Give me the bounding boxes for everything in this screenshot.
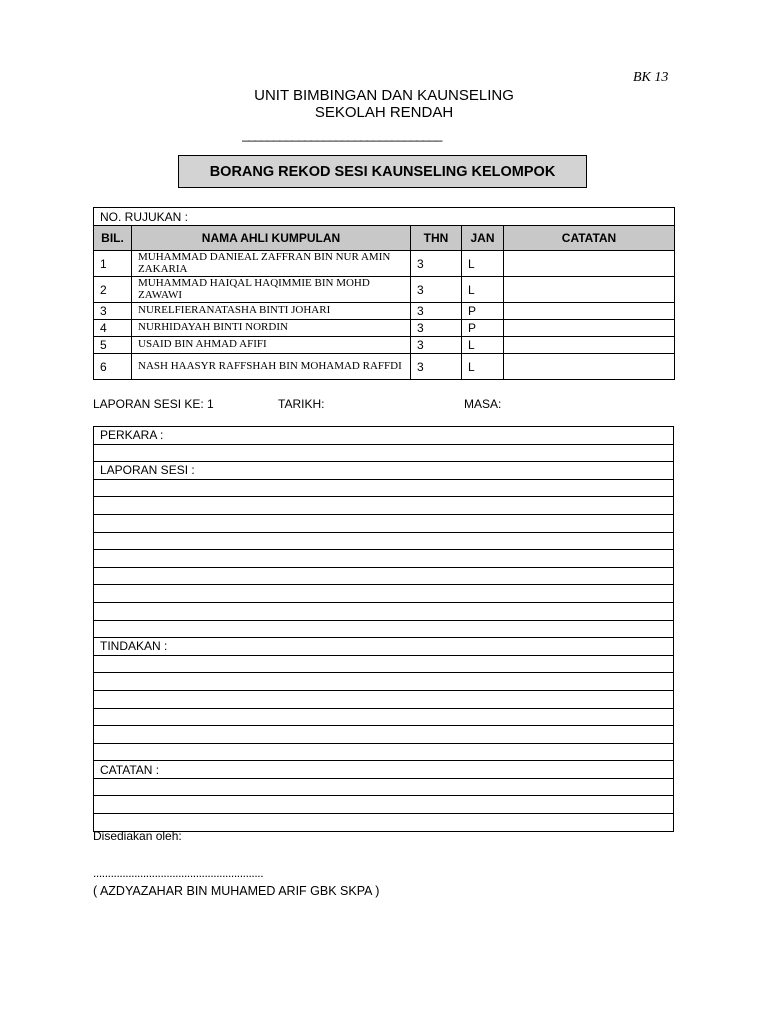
member-year: 3 [411,277,462,303]
signature-line: .......................................................... [93,866,264,880]
laporan-line[interactable] [94,550,674,568]
laporan-line[interactable] [94,532,674,550]
member-name: MUHAMMAD HAIQAL HAQIMMIE BIN MOHD ZAWAWI [132,277,411,303]
tindakan-label: TINDAKAN : [94,638,674,656]
member-name: MUHAMMAD DANIEAL ZAFFRAN BIN NUR AMIN ZAKARIA [132,251,411,277]
col-header-gender: JAN [462,226,504,251]
table-row [94,354,675,380]
table-row [94,303,675,320]
catatan-label: CATATAN : [94,761,674,779]
time-label: MASA: [464,397,502,411]
member-year: 3 [411,354,462,380]
report-table [93,426,674,832]
member-note[interactable] [504,277,675,303]
table-row [94,251,675,277]
row-number: 4 [94,320,132,337]
perkara-label: PERKARA : [94,427,674,445]
form-title [178,155,587,188]
col-header-name: NAMA AHLI KUMPULAN [132,226,411,251]
member-gender: L [462,251,504,277]
member-name: USAID BIN AHMAD AFIFI [132,337,411,354]
tindakan-line[interactable] [94,690,674,708]
row-number: 1 [94,251,132,277]
unit-title: UNIT BIMBINGAN DAN KAUNSELING [254,87,514,104]
member-year: 3 [411,320,462,337]
row-number: 5 [94,337,132,354]
members-table [93,207,675,380]
member-gender: L [462,354,504,380]
tindakan-line[interactable] [94,673,674,691]
school-name-blank: ________________________________ [242,127,442,142]
members-table-header [94,226,675,251]
laporan-line[interactable] [94,602,674,620]
col-header-note: CATATAN [504,226,675,251]
table-row [94,277,675,303]
member-note[interactable] [504,303,675,320]
signatory-name: ( AZDYAZAHAR BIN MUHAMED ARIF GBK SKPA ) [93,884,380,898]
reference-number-field[interactable]: NO. RUJUKAN : [94,208,675,226]
laporan-line[interactable] [94,479,674,497]
form-code: BK 13 [633,70,669,85]
member-note[interactable] [504,320,675,337]
member-name: NASH HAASYR RAFFSHAH BIN MOHAMAD RAFFDI [132,354,411,380]
perkara-line[interactable] [94,444,674,462]
laporan-line[interactable] [94,567,674,585]
laporan-line[interactable] [94,620,674,638]
member-name: NURHIDAYAH BINTI NORDIN [132,320,411,337]
member-name: NURELFIERANATASHA BINTI JOHARI [132,303,411,320]
laporan-line[interactable] [94,514,674,532]
tindakan-line[interactable] [94,708,674,726]
tindakan-line[interactable] [94,743,674,761]
member-year: 3 [411,251,462,277]
member-gender: P [462,320,504,337]
date-label: TARIKH: [278,397,325,411]
member-note[interactable] [504,354,675,380]
member-gender: L [462,277,504,303]
laporan-sesi-label: LAPORAN SESI : [94,462,674,480]
row-number: 6 [94,354,132,380]
member-note[interactable] [504,251,675,277]
laporan-line[interactable] [94,497,674,515]
member-note[interactable] [504,337,675,354]
col-header-year: THN [411,226,462,251]
member-gender: L [462,337,504,354]
laporan-line[interactable] [94,585,674,603]
form-title-text: BORANG REKOD SESI KAUNSELING KELOMPOK [209,163,556,180]
table-row [94,320,675,337]
member-year: 3 [411,303,462,320]
school-title: SEKOLAH RENDAH [314,104,454,121]
member-gender: P [462,303,504,320]
catatan-line[interactable] [94,796,674,814]
session-number-label: LAPORAN SESI KE: 1 [93,397,214,411]
prepared-by-label: Disediakan oleh: [93,829,182,843]
row-number: 2 [94,277,132,303]
table-row [94,337,675,354]
col-header-bil: BIL. [94,226,132,251]
catatan-line[interactable] [94,778,674,796]
member-year: 3 [411,337,462,354]
row-number: 3 [94,303,132,320]
tindakan-line[interactable] [94,726,674,744]
tindakan-line[interactable] [94,655,674,673]
